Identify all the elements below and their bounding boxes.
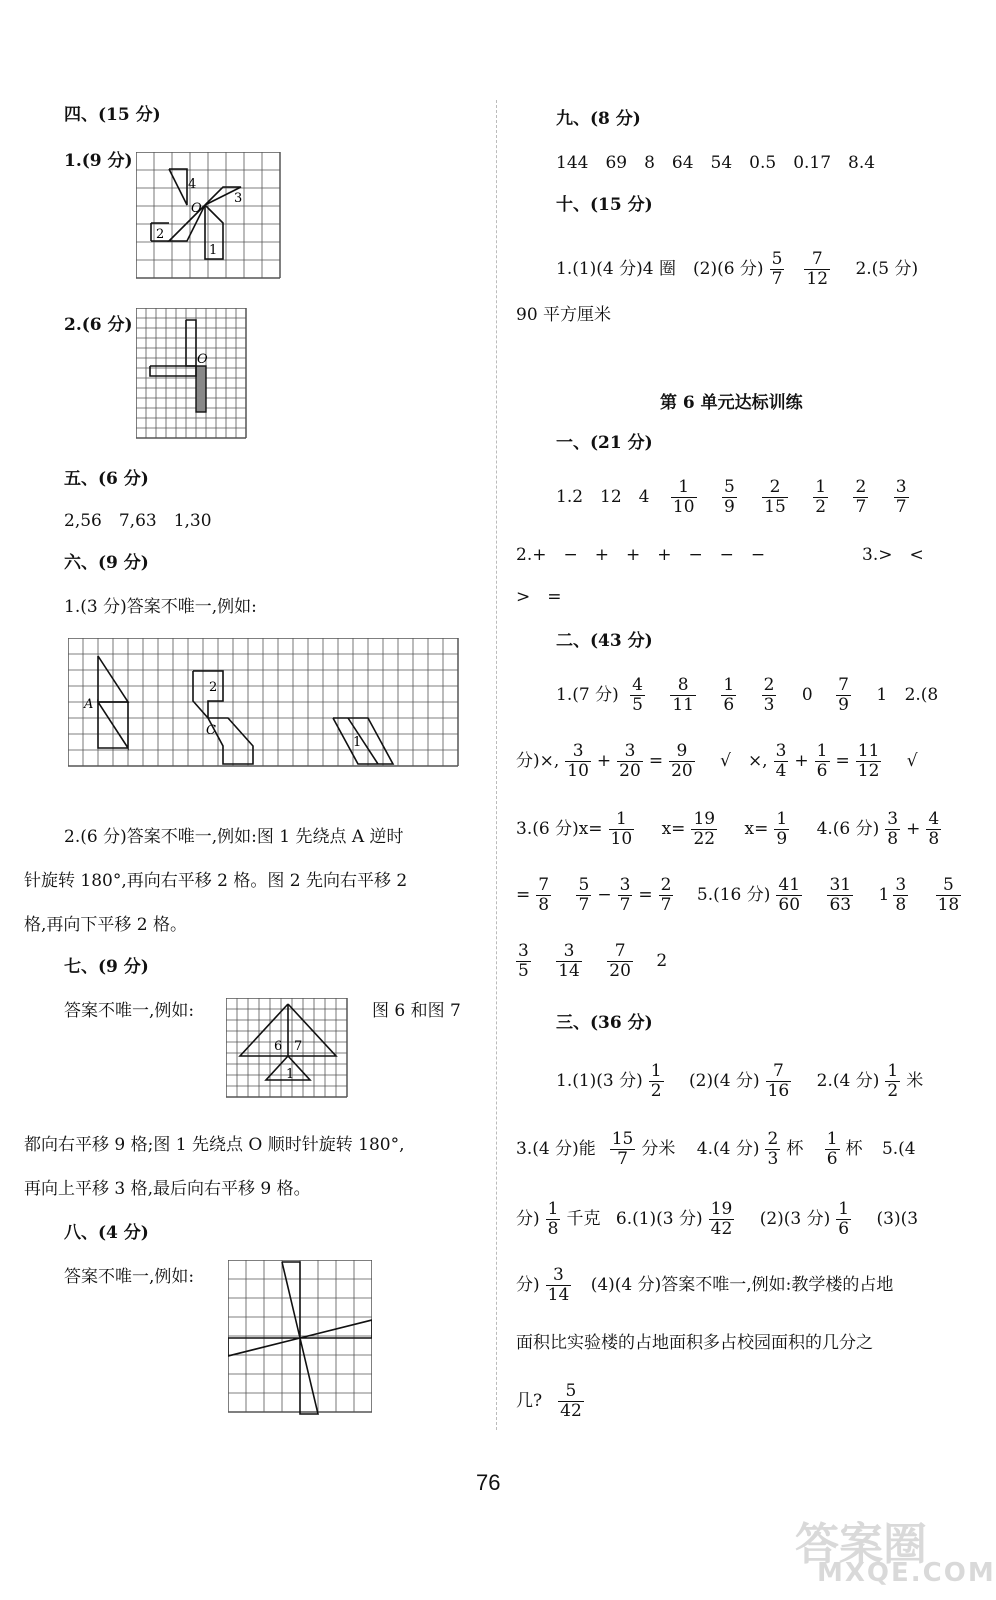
unit-part-1-heading: 一、(21 分) (556, 433, 653, 453)
u3-q6-line-3: 几? $\frac{5}{42}$ (516, 1381, 582, 1421)
figure-label-7: 7 (294, 1039, 303, 1054)
page-number: 76 (476, 1470, 501, 1495)
s7-line-3: 再向上平移 3 格,最后向右平移 9 格。 (24, 1179, 311, 1199)
grid-figure-triangles (226, 998, 350, 1104)
s6-q2-line-1: 2.(6 分)答案不唯一,例如:图 1 先绕点 A 逆时 (64, 827, 404, 847)
figure-label-1: 1 (353, 735, 362, 750)
s6-q2-line-2: 针旋转 180°,再向右平移 2 格。图 2 先向右平移 2 (24, 871, 408, 891)
unit-part-3-heading: 三、(36 分) (556, 1013, 653, 1033)
point-c-label: C (206, 723, 216, 738)
u3-q1-q2: 1.(1)(3 分) $\frac{1}{2}$ (2)(4 分) $\frac{7}{16}$ 2.(4 分) $\frac{1}{2}$ 米 (556, 1061, 924, 1101)
s7-line-2: 都向右平移 9 格;图 1 先绕点 O 顺时针旋转 180°, (24, 1135, 405, 1155)
u1-q2: 2.+ − + + + − − − (516, 545, 766, 565)
u2-q3: 3.(6 分)x= $\frac{1}{10}$ x= $\frac{19}{22}$ x= $\frac{1}{9}$ 4.(6 分) $\frac{3}{8}$ + $\frac{4}{8}$ (516, 809, 940, 849)
s9-answers: 144 69 8 64 54 0.5 0.17 8.4 (556, 153, 876, 173)
grid-figure-translation (68, 638, 468, 768)
s7-line-1a: 答案不唯一,例如: (64, 1001, 195, 1021)
u1-q3-cont: > = (516, 587, 562, 607)
u2-q2: 分)×, $\frac{3}{10}$ + $\frac{3}{20}$ = $\frac{9}{20}$ √ ×, $\frac{3}{4}$ + $\frac{1}{6}$ = $\frac{11}{12}$ √ (516, 741, 918, 781)
point-a-label: A (84, 697, 94, 712)
u3-q6-cont: 分) $\frac{3}{14}$ (4)(4 分)答案不唯一,例如:教学楼的占地 (516, 1265, 894, 1305)
s5-answers: 2,56 7,63 1,30 (64, 511, 212, 531)
s10-line-1: 1.(1)(4 分)4 圈 (2)(6 分) $\frac{5}{7}$ $\frac{7}{12}$ 2.(5 分) (556, 249, 919, 289)
s6-q2-line-3: 格,再向下平移 2 格。 (24, 915, 188, 935)
s8-line-1: 答案不唯一,例如: (64, 1267, 195, 1287)
u2-q1: 1.(7 分) $\frac{4}{5}$ $\frac{8}{11}$ $\frac{1}{6}$ $\frac{2}{3}$ 0 $\frac{7}{9}$ 1 2.(8 (556, 675, 939, 715)
section-4-heading: 四、(15 分) (64, 105, 161, 125)
grid-figure-pinwheel (228, 1260, 372, 1416)
point-o-label: O (191, 201, 202, 216)
u3-q3-q5: 3.(4 分)能 $\frac{15}{7}$ 分米 4.(4 分) $\frac{2}{3}$ 杯 $\frac{1}{6}$ 杯 5.(4 (516, 1129, 916, 1169)
figure-label-2: 2 (209, 680, 218, 695)
point-o-label: O (197, 352, 208, 367)
section-7-heading: 七、(9 分) (64, 957, 149, 977)
figure-label-2: 2 (156, 227, 165, 242)
s6-q1-text: 1.(3 分)答案不唯一,例如: (64, 597, 257, 617)
u3-q5-q6: 分) $\frac{1}{8}$ 千克 6.(1)(3 分) $\frac{19}{42}$ (2)(3 分) $\frac{1}{6}$ (3)(3 (516, 1199, 919, 1239)
section-8-heading: 八、(4 分) (64, 1223, 149, 1243)
grid-figure-rotation-2 (136, 308, 252, 442)
u2-q4-q5: = $\frac{7}{8}$ $\frac{5}{7}$ − $\frac{3}{7}$ = $\frac{2}{7}$ 5.(16 分) $\frac{41}{60}$ $\frac{31}{63}$ 1 $\frac{3}{8}$ $\frac{5}{18}$ (516, 875, 960, 915)
unit-6-title: 第 6 单元达标训练 (660, 393, 803, 413)
u1-q1: 1.2 12 4 $\frac{1}{10}$ $\frac{5}{9}$ $\frac{2}{15}$ $\frac{1}{2}$ $\frac{2}{7}$ $\frac{3}{7}$ (556, 477, 907, 517)
figure-label-1: 1 (286, 1067, 295, 1082)
unit-part-2-heading: 二、(43 分) (556, 631, 653, 651)
s10-line-2: 90 平方厘米 (516, 305, 612, 325)
s7-line-1b: 图 6 和图 7 (372, 1001, 461, 1021)
figure-label-3: 3 (234, 191, 243, 206)
watermark-logo: 答案圈 MXQE.COM (795, 1519, 996, 1588)
s4-q2-label: 2.(6 分) (64, 315, 133, 335)
section-10-heading: 十、(15 分) (556, 195, 653, 215)
section-6-heading: 六、(9 分) (64, 553, 149, 573)
section-5-heading: 五、(6 分) (64, 469, 149, 489)
figure-label-1: 1 (209, 243, 218, 258)
column-divider (496, 100, 497, 1430)
figure-label-4: 4 (188, 177, 197, 192)
grid-figure-rotation-1 (136, 152, 286, 284)
s4-q1-label: 1.(9 分) (64, 151, 133, 171)
u2-q5-cont: $\frac{3}{5}$ $\frac{3}{14}$ $\frac{7}{20}$ 2 (518, 941, 668, 981)
u3-q6-line-2: 面积比实验楼的占地面积多占校园面积的几分之 (516, 1333, 873, 1353)
figure-label-6: 6 (274, 1039, 283, 1054)
section-9-heading: 九、(8 分) (556, 109, 641, 129)
u1-q3: 3.> < (862, 545, 924, 565)
